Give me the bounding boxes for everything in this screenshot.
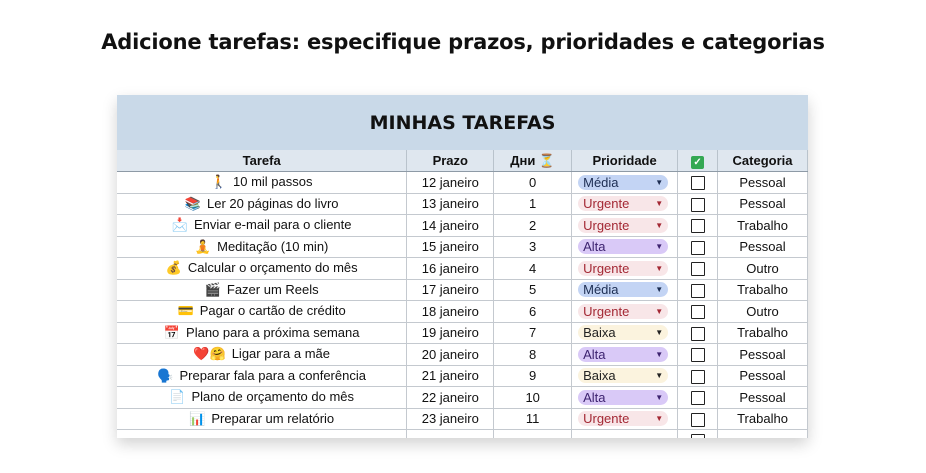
- priority-cell[interactable]: [572, 215, 678, 237]
- dropdown-arrow-icon: ▼: [655, 349, 664, 359]
- header-deadline: Prazo: [407, 150, 494, 172]
- done-cell[interactable]: [678, 301, 718, 323]
- priority-dropdown[interactable]: [578, 282, 668, 297]
- done-cell[interactable]: [678, 236, 718, 258]
- deadline-cell[interactable]: 21 janeiro: [407, 365, 494, 387]
- priority-cell[interactable]: [572, 365, 678, 387]
- priority-dropdown[interactable]: [578, 304, 668, 319]
- done-checkbox[interactable]: [691, 434, 705, 438]
- task-emoji-icon: 🚶: [210, 174, 227, 190]
- days-cell[interactable]: 9: [494, 365, 572, 387]
- done-cell[interactable]: [678, 172, 718, 194]
- priority-dropdown[interactable]: [578, 218, 668, 233]
- priority-cell[interactable]: [572, 236, 678, 258]
- dropdown-arrow-icon: ▼: [655, 177, 664, 187]
- task-emoji-icon: 📊: [189, 410, 206, 426]
- days-cell[interactable]: 7: [494, 322, 572, 344]
- category-cell[interactable]: Pessoal: [718, 387, 808, 409]
- done-checkbox[interactable]: [691, 413, 705, 427]
- deadline-cell[interactable]: 16 janeiro: [407, 258, 494, 280]
- done-cell[interactable]: [678, 365, 718, 387]
- done-checkbox[interactable]: [691, 284, 705, 298]
- days-cell[interactable]: 1: [494, 193, 572, 215]
- task-emoji-icon: ❤️🤗: [193, 346, 226, 362]
- done-cell[interactable]: [678, 193, 718, 215]
- header-check: [678, 150, 718, 172]
- priority-cell[interactable]: [572, 172, 678, 194]
- priority-dropdown[interactable]: [578, 390, 668, 405]
- deadline-cell[interactable]: 23 janeiro: [407, 408, 494, 430]
- done-cell[interactable]: [678, 279, 718, 301]
- dropdown-arrow-icon: ▼: [655, 414, 664, 424]
- task-name: 10 mil passos: [233, 174, 313, 190]
- priority-cell[interactable]: [572, 344, 678, 366]
- task-name: Preparar um relatório: [211, 410, 335, 426]
- task-name: Plano de orçamento do mês: [191, 389, 355, 405]
- done-cell[interactable]: [678, 344, 718, 366]
- task-table: [117, 150, 808, 438]
- priority-value: Urgente: [583, 196, 630, 212]
- task-name: Ligar para a mãe: [231, 346, 330, 362]
- done-checkbox[interactable]: [691, 262, 705, 276]
- priority-cell[interactable]: [572, 258, 678, 280]
- task-cell[interactable]: [117, 236, 407, 258]
- task-name: Fazer um Reels: [226, 281, 319, 297]
- category-cell[interactable]: Pessoal: [718, 172, 808, 194]
- table-row: [117, 215, 808, 237]
- done-checkbox[interactable]: [691, 241, 705, 255]
- table-row: [117, 236, 808, 258]
- dropdown-arrow-icon: ▼: [655, 328, 664, 338]
- category-cell[interactable]: Trabalho: [718, 322, 808, 344]
- deadline-cell[interactable]: 20 janeiro: [407, 344, 494, 366]
- category-cell[interactable]: Trabalho: [718, 408, 808, 430]
- task-emoji-icon: 💳: [177, 303, 194, 319]
- category-cell[interactable]: Outro: [718, 301, 808, 323]
- check-mark-icon: ✓: [691, 156, 704, 169]
- table-row: [117, 258, 808, 280]
- table-row: [117, 279, 808, 301]
- deadline-cell[interactable]: 15 janeiro: [407, 236, 494, 258]
- priority-value: Média: [583, 282, 619, 298]
- task-cell[interactable]: [117, 258, 407, 280]
- priority-cell[interactable]: [572, 279, 678, 301]
- category-cell[interactable]: Trabalho: [718, 279, 808, 301]
- priority-value: Urgente: [583, 260, 630, 276]
- task-cell[interactable]: [117, 344, 407, 366]
- priority-dropdown[interactable]: [578, 411, 668, 426]
- task-cell[interactable]: [117, 365, 407, 387]
- deadline-cell[interactable]: 22 janeiro: [407, 387, 494, 409]
- table-row: [117, 365, 808, 387]
- category-cell[interactable]: Pessoal: [718, 344, 808, 366]
- task-cell[interactable]: [117, 301, 407, 323]
- priority-dropdown[interactable]: [578, 347, 668, 362]
- header-category: Categoria: [718, 150, 808, 172]
- dropdown-arrow-icon: ▼: [655, 263, 664, 273]
- deadline-cell[interactable]: 17 janeiro: [407, 279, 494, 301]
- priority-value: Alta: [583, 346, 606, 362]
- done-checkbox[interactable]: [691, 198, 705, 212]
- priority-value: Urgente: [583, 411, 630, 427]
- task-cell[interactable]: [117, 322, 407, 344]
- days-cell[interactable]: 11: [494, 408, 572, 430]
- task-cell[interactable]: [117, 279, 407, 301]
- task-name: Meditação (10 min): [217, 238, 329, 254]
- task-name: Calcular o orçamento do mês: [187, 260, 358, 276]
- table-header-row: [117, 150, 808, 172]
- dropdown-arrow-icon: ▼: [655, 220, 664, 230]
- priority-cell[interactable]: [572, 301, 678, 323]
- priority-cell[interactable]: [572, 387, 678, 409]
- task-cell[interactable]: [117, 387, 407, 409]
- header-priority: Prioridade: [572, 150, 678, 172]
- table-row: [117, 322, 808, 344]
- category-cell[interactable]: Pessoal: [718, 193, 808, 215]
- task-emoji-icon: 💰: [165, 260, 182, 276]
- table-row: [117, 193, 808, 215]
- done-checkbox[interactable]: [691, 327, 705, 341]
- table-row: [117, 344, 808, 366]
- done-checkbox[interactable]: [691, 176, 705, 190]
- task-name: Preparar fala para a conferência: [179, 367, 366, 383]
- days-cell[interactable]: 4: [494, 258, 572, 280]
- priority-cell[interactable]: [572, 408, 678, 430]
- done-cell[interactable]: [678, 322, 718, 344]
- done-checkbox[interactable]: [691, 348, 705, 362]
- task-name: Ler 20 páginas do livro: [206, 195, 339, 211]
- done-checkbox[interactable]: [691, 219, 705, 233]
- priority-cell[interactable]: [572, 193, 678, 215]
- days-cell[interactable]: 6: [494, 301, 572, 323]
- priority-value: Alta: [583, 239, 606, 255]
- task-emoji-icon: 🗣️: [157, 367, 174, 383]
- done-checkbox[interactable]: [691, 305, 705, 319]
- priority-dropdown[interactable]: [578, 325, 668, 340]
- category-cell[interactable]: Pessoal: [718, 236, 808, 258]
- days-cell[interactable]: 10: [494, 387, 572, 409]
- task-emoji-icon: 🎬: [204, 281, 221, 297]
- priority-value: Urgente: [583, 303, 630, 319]
- done-cell[interactable]: [678, 215, 718, 237]
- task-sheet: [117, 95, 808, 438]
- days-cell[interactable]: 0: [494, 172, 572, 194]
- task-emoji-icon: 📩: [171, 217, 188, 233]
- table-row: [117, 172, 808, 194]
- deadline-cell[interactable]: 12 janeiro: [407, 172, 494, 194]
- header-task: Tarefa: [117, 150, 407, 172]
- task-emoji-icon: 📚: [184, 195, 201, 211]
- days-cell[interactable]: 3: [494, 236, 572, 258]
- dropdown-arrow-icon: ▼: [655, 242, 664, 252]
- table-row: [117, 408, 808, 430]
- task-name: Plano para a próxima semana: [186, 324, 360, 340]
- priority-cell[interactable]: [572, 322, 678, 344]
- category-cell[interactable]: Pessoal: [718, 365, 808, 387]
- table-row: [117, 301, 808, 323]
- priority-dropdown[interactable]: [578, 175, 668, 190]
- sheet-title: MINHAS TAREFAS: [117, 95, 808, 151]
- dropdown-arrow-icon: ▼: [655, 392, 664, 402]
- days-cell[interactable]: 5: [494, 279, 572, 301]
- priority-dropdown[interactable]: [578, 196, 668, 211]
- dropdown-arrow-icon: ▼: [655, 199, 664, 209]
- table-row-partial: [117, 430, 808, 439]
- page-headline: Adicione tarefas: especifique prazos, prioridades e categorias: [101, 30, 825, 54]
- task-emoji-icon: 🧘: [194, 238, 212, 254]
- category-cell[interactable]: Trabalho: [718, 215, 808, 237]
- category-cell[interactable]: Outro: [718, 258, 808, 280]
- task-name: Pagar o cartão de crédito: [199, 303, 346, 319]
- days-cell[interactable]: 2: [494, 215, 572, 237]
- dropdown-arrow-icon: ▼: [655, 285, 664, 295]
- days-cell[interactable]: 8: [494, 344, 572, 366]
- task-name: Enviar e-mail para o cliente: [193, 217, 352, 233]
- priority-value: Baixa: [583, 368, 616, 384]
- priority-value: Baixa: [583, 325, 616, 341]
- table-row: [117, 387, 808, 409]
- priority-value: Urgente: [583, 217, 630, 233]
- task-cell[interactable]: [117, 215, 407, 237]
- deadline-cell[interactable]: 13 janeiro: [407, 193, 494, 215]
- task-cell[interactable]: [117, 172, 407, 194]
- task-cell[interactable]: [117, 408, 407, 430]
- dropdown-arrow-icon: ▼: [655, 371, 664, 381]
- deadline-cell[interactable]: 19 janeiro: [407, 322, 494, 344]
- priority-dropdown[interactable]: [578, 239, 668, 254]
- task-cell[interactable]: [117, 193, 407, 215]
- done-checkbox[interactable]: [691, 370, 705, 384]
- done-cell[interactable]: [678, 408, 718, 430]
- priority-value: Alta: [583, 389, 606, 405]
- task-emoji-icon: 📄: [169, 389, 186, 405]
- dropdown-arrow-icon: ▼: [655, 306, 664, 316]
- deadline-cell[interactable]: 18 janeiro: [407, 301, 494, 323]
- done-cell[interactable]: [678, 387, 718, 409]
- task-emoji-icon: 📅: [163, 324, 181, 340]
- done-checkbox[interactable]: [691, 391, 705, 405]
- deadline-cell[interactable]: 14 janeiro: [407, 215, 494, 237]
- header-days: Дни ⏳: [494, 150, 572, 172]
- priority-value: Média: [583, 174, 619, 190]
- done-cell[interactable]: [678, 258, 718, 280]
- priority-dropdown[interactable]: [578, 368, 668, 383]
- priority-dropdown[interactable]: [578, 261, 668, 276]
